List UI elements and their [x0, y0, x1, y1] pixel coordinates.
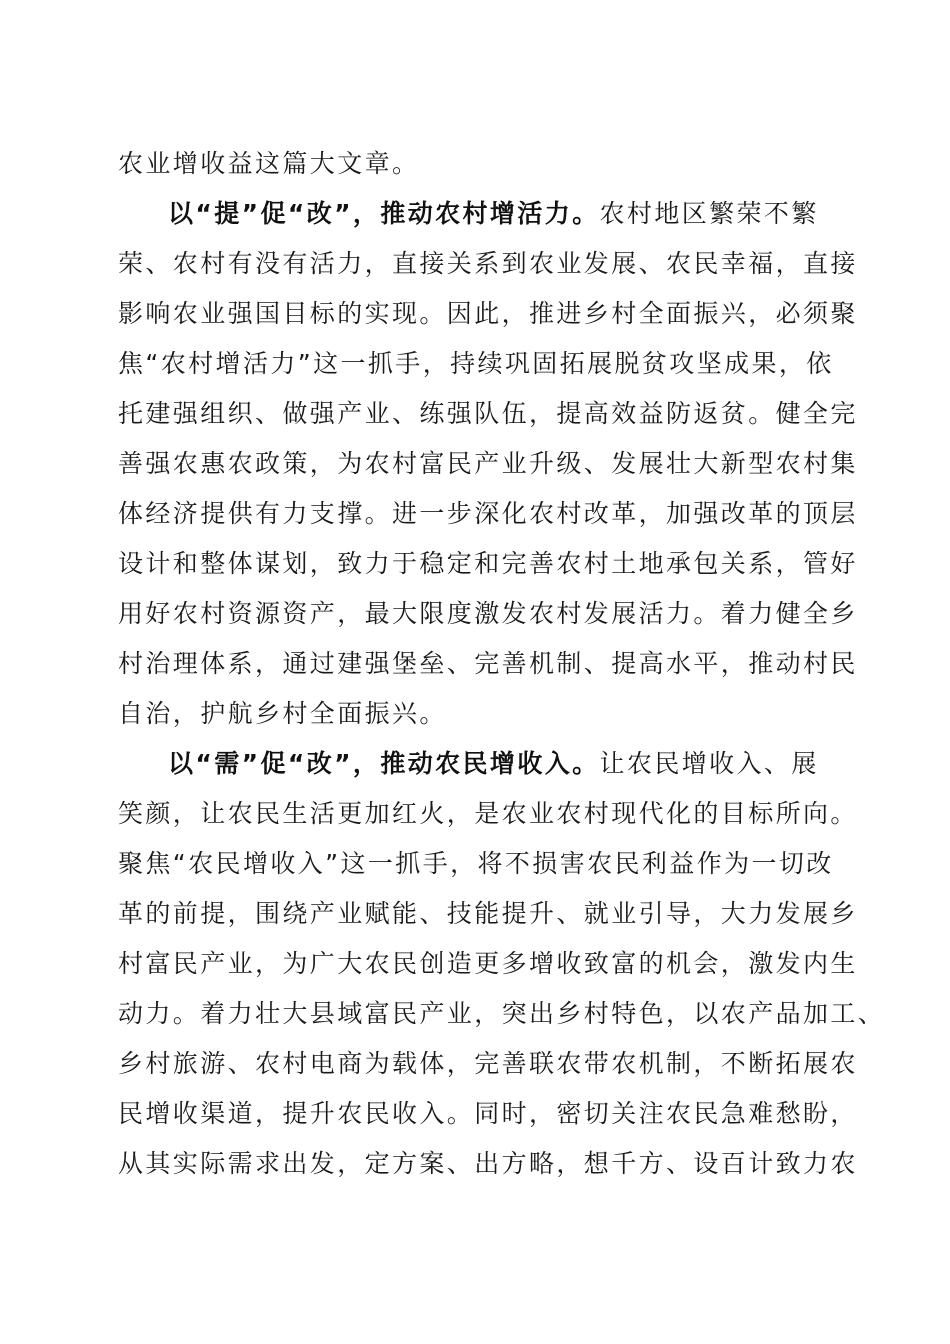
- paragraph-line: 自治，护航乡村全面振兴。: [118, 699, 447, 728]
- paragraph-line: 民增收渠道，提升农民收入。同时，密切关注农民急难愁盼，: [118, 1099, 858, 1128]
- paragraph-line: 村治理体系，通过建强堡垒、完善机制、提高水平，推动村民: [118, 649, 858, 678]
- paragraph-line: 革的前提，围绕产业赋能、技能提升、就业引导，大力发展乡: [118, 899, 858, 928]
- paragraph-line: 焦“农村增活力”这一抓手，持续巩固拓展脱贫攻坚成果，依: [118, 349, 834, 378]
- paragraph-line: 从其实际需求出发，定方案、出方略，想千方、设百计致力农: [118, 1149, 858, 1178]
- paragraph-line: 用好农村资源资产，最大限度激发农村发展活力。着力健全乡: [118, 599, 858, 628]
- paragraph-text: 让农民增收入、展: [599, 749, 819, 778]
- paragraph-first-line: [168, 198, 888, 230]
- paragraph-heading: 以“需”促“改”，推动农民增收入。: [168, 749, 600, 778]
- paragraph-line: 影响农业强国目标的实现。因此，推进乡村全面振兴，必须聚: [118, 299, 858, 328]
- paragraph-line: 聚焦“农民增收入”这一抓手，将不损害农民利益作为一切改: [118, 849, 834, 878]
- paragraph-line: 村富民产业，为广大农民创造更多增收致富的机会，激发内生: [118, 949, 858, 978]
- paragraph-heading: 以“提”促“改”，推动农村增活力。: [168, 199, 600, 228]
- paragraph-line: 荣、农村有没有活力，直接关系到农业发展、农民幸福，直接: [118, 249, 858, 278]
- paragraph-line: 设计和整体谋划，致力于稳定和完善农村土地承包关系，管好: [118, 549, 858, 578]
- paragraph-line: 乡村旅游、农村电商为载体，完善联农带农机制，不断拓展农: [118, 1049, 858, 1078]
- paragraph-line: 动力。着力壮大县域富民产业，突出乡村特色，以农产品加工、: [118, 999, 886, 1028]
- paragraph-line: 体经济提供有力支撑。进一步深化农村改革，加强改革的顶层: [118, 499, 858, 528]
- paragraph-line: 笑颜，让农民生活更加红火，是农业农村现代化的目标所向。: [118, 799, 858, 828]
- paragraph-text: 农村地区繁荣不繁: [599, 199, 819, 228]
- paragraph-line: 农业增收益这篇大文章。: [118, 149, 420, 178]
- paragraph-line: 托建强组织、做强产业、练强队伍，提高效益防返贫。健全完: [118, 399, 858, 428]
- paragraph-line: 善强农惠农政策，为农村富民产业升级、发展壮大新型农村集: [118, 449, 858, 478]
- paragraph-first-line: [168, 748, 888, 780]
